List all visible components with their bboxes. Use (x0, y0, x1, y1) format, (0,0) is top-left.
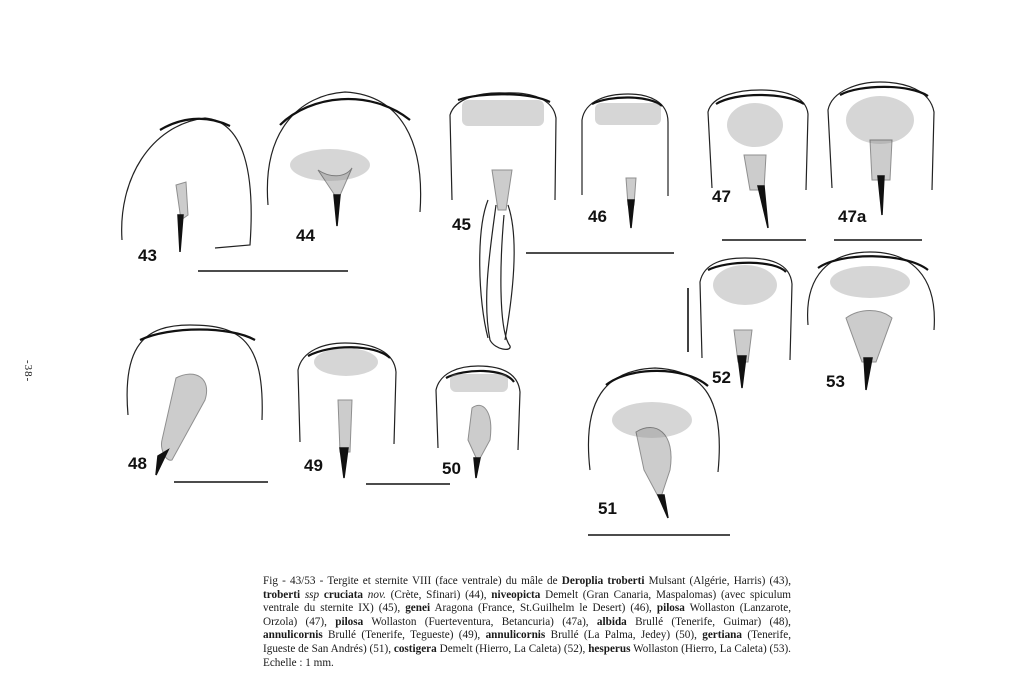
figure-label-51: 51 (598, 499, 617, 518)
figure-label-46: 46 (588, 207, 607, 226)
caption-segment: annulicornis (263, 629, 323, 642)
caption-segment: Fig - 43/53 - Tergite et sternite VIII (face ventrale) du mâle de (263, 575, 562, 587)
caption-segment: Wollaston (Hierro, La Caleta) (53). Echelle : 1 mm. (263, 642, 791, 669)
caption-segment: Mulsant (Algérie, Harris) (43), (644, 575, 791, 587)
caption-segment: hesperus (588, 642, 631, 655)
figure-label-52: 52 (712, 368, 731, 387)
specimen-53 (808, 252, 935, 390)
caption-segment: Demelt (Hierro, La Caleta) (52), (436, 642, 589, 655)
caption-segment: pilosa (335, 615, 364, 628)
figure-label-44: 44 (296, 226, 315, 245)
caption-segment: Wollaston (Lanzarote, Orzola) (47), (263, 602, 792, 628)
caption-segment: (Tenerife, Igueste de San Andrés) (51), (263, 629, 791, 655)
figure-label-47: 47 (712, 187, 731, 206)
specimen-47 (708, 90, 808, 228)
specimen-48 (127, 325, 262, 475)
caption-segment: annulicornis (485, 629, 546, 642)
caption-segment: Brullé (La Palma, Jedey) (50), (545, 629, 703, 642)
caption-segment: Brullé (Tenerife, Guimar) (48), (626, 615, 791, 628)
figure-caption (263, 575, 791, 670)
figure-label-45: 45 (452, 215, 471, 234)
caption-segment: gertiana (702, 629, 743, 642)
caption-segment: cruciata (323, 588, 364, 601)
figure-label-50: 50 (442, 459, 461, 478)
caption-segment: Deroplia troberti (561, 575, 645, 587)
specimen-44 (267, 92, 420, 226)
caption-segment: niveopicta (491, 588, 541, 601)
specimen-51 (588, 368, 719, 518)
caption-segment: Demelt (Gran Canaria, Maspalomas) (avec spiculum ventrale du sternite IX) (45), (263, 588, 791, 615)
caption-segment: Aragona (France, St.Guilhelm le Desert) (46), (430, 602, 657, 615)
caption-segment: (Crète, Sfinari) (44), (385, 588, 492, 601)
figure-label-49: 49 (304, 456, 323, 475)
figure-label-48: 48 (128, 454, 147, 473)
caption-segment: pilosa (656, 602, 685, 615)
caption-segment: Wollaston (Fuerteventura, Betancuria) (47a), (363, 615, 597, 628)
caption-segment: albida (596, 615, 627, 628)
specimen-43 (122, 118, 252, 252)
figure-label-47a: 47a (838, 207, 867, 226)
caption-segment: troberti (263, 588, 301, 601)
figure-label-53: 53 (826, 372, 845, 391)
caption-segment: Brullé (Tenerife, Tegueste) (49), (322, 629, 486, 642)
figure-label-43: 43 (138, 246, 157, 265)
page-number: -38- (22, 360, 34, 383)
caption-segment: nov. (367, 588, 386, 601)
caption-segment: ssp (304, 588, 320, 601)
specimen-47a (828, 82, 934, 215)
caption-segment: genei (405, 602, 431, 615)
caption-segment: costigera (393, 642, 437, 655)
